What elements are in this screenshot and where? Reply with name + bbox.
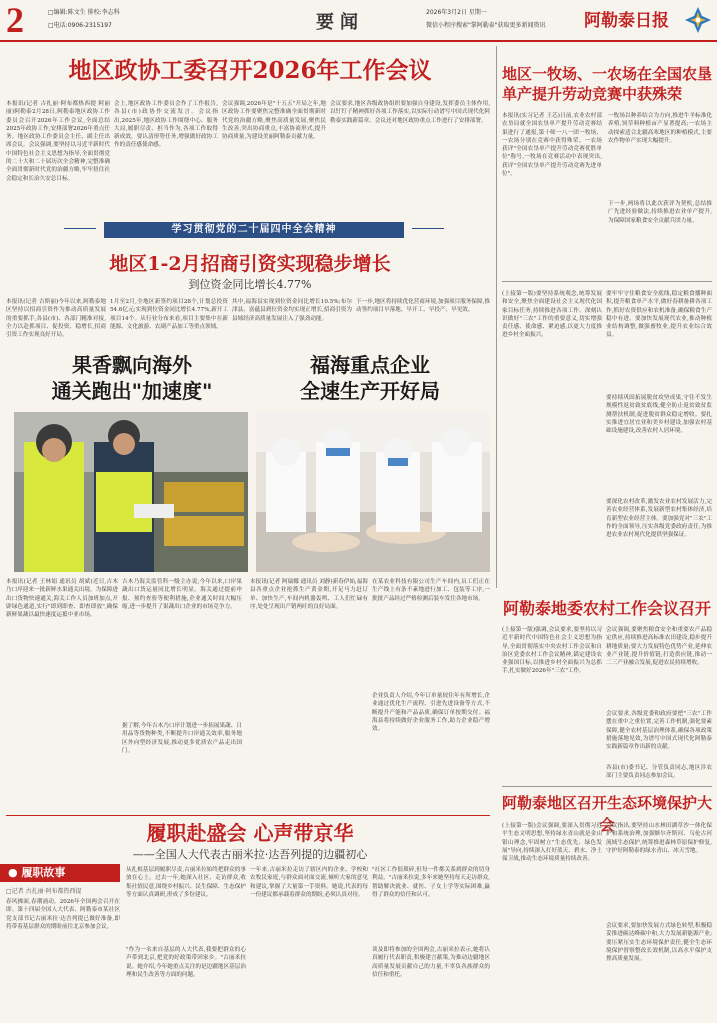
story-rule: [6, 815, 490, 816]
rural-body-3: 会议要求,各级党委和政府要把"三农"工作摆在重中之重位置,完善工作机制,强化要素保障,健全农村基层治理体系,确保各项政策措施落地见效,为谱写中国式现代化阿勒泰实践新篇章作出新的贡献。: [606, 711, 712, 751]
masthead: [0, 0, 717, 42]
wechat-line: 微信小程序搜索"掌阿勒泰"获取更多新闻资讯: [426, 22, 546, 29]
lead-body-1: 本报讯(记者 古扎丽·阿布都热西提 阿丽丽)阿勒泰2月28日,阿勒泰地区政协工作委员会召开2026年工作会议,全面总结2025年政协工作,安排部署2026年重点任务。地区政协工作委员会主任、副主任出席会议。会议强调,要坚持以习近平新时代中国特色社会主义思想为指导,全面贯彻党的二十大和二十届历次全会精神,完整准确全面贯彻新时代党的治疆方略,牢牢扭住社会稳定和长治久安总目标。: [6, 101, 110, 182]
section-title: 要闻: [316, 12, 364, 33]
eco-body-3: 会议要求,要加快发展方式绿色转型,积极稳妥推进碳达峰碳中和,大力发展新能源产业;要压紧压实生态环境保护责任,健全生态环境保护督察整改长效机制,以高水平保护支撑高质量发展。: [606, 923, 712, 963]
fuhai-title-line-2: 全速生产开好局: [300, 379, 440, 403]
invest-title: 地区1-2月招商引资实现稳步增长: [109, 253, 391, 275]
lead-body-3: 会议强调,2026年是"十五五"开局之年,地区政协工作要聚焦完整准确全面贯彻新时代党的治疆方略,聚焦高质量发展,聚焦民生改善,突出协商重点,丰富协商形式,提升协商质量,为建设美丽阿勒泰贡献力量。: [222, 101, 326, 141]
story-byline: □记者 古扎丽·阿布都热西提: [6, 888, 82, 895]
story-tag-icon: ●: [8, 866, 22, 879]
date-line: 2026年3月2日 星期一: [426, 9, 487, 16]
story-tag: [0, 864, 120, 882]
fruit-body-2: 吉木乃海关监管科一级主办说,今年以来,口岸果蔬出口货运量同比增长明显。海关通过提前申报、预约查验等便利措施,企业通关时间大幅压缩,进一步提升了果蔬出口企业的市场竞争力。: [122, 579, 242, 610]
invest-body-2: 1月至2月,全地区新签约项目28个,计划总投资54.6亿元;实现到位资金同比增长4.77%,新开工项目14个。从行业分布来看,项目主要集中在新能源、文化旅游、农副产品加工等重点领域。: [110, 299, 228, 330]
invest-body-3: 其中,福海县实现到位资金同比增长10.5%;布尔津县、富蕴县到位资金均实现正增长,招商引资为县域经济高质量发展注入了强劲动能。: [232, 299, 352, 322]
story-body-3: 从扎根基层到履职尽责,古丽米拉始终把群众的事放在心上。过去一年,她深入社区、走访群众,收集社情民意,围绕乡村振兴、民生保障、生态保护等方面认真调研,形成了多份建议。: [126, 867, 246, 898]
lead-title: 地区政协工委召开2026年工作会议: [68, 57, 432, 84]
theme-banner: 学习贯彻党的二十届四中全会精神: [104, 222, 404, 238]
story-body-6: "社区工作很琐碎,但每一件都关系到群众的切身利益。"古丽米拉说,多年来她坚持每天走访群众,帮助解决就业、就医、子女上学等实际困难,赢得了群众的信任和认可。: [372, 867, 490, 898]
lead-body-2: 会上,地区政协工作委员会作了工作报告,各县(市)政协作交流发言。会议指出,2025年,地区政协工作围绕中心、服务大局,履职尽责、担当作为,各项工作取得新成效。要认清形势任务,增强做好政协工作的责任感使命感。: [114, 101, 218, 149]
story-body-4: "作为一名来自基层的人大代表,我要把群众的心声带到北京,把党的好政策带回家乡。"古丽米拉说。她介绍,今年她重点关注的是边疆地区基层治理和民生改善等方面的问题。: [126, 947, 246, 978]
date-info: [426, 6, 546, 32]
rural-title: 阿勒泰地委农村工作会议召开: [502, 599, 711, 618]
fruit-body-1: 本报讯(记者 王林娟 通讯员 胡斌)近日,吉木乃口岸迎来一批新鲜水果通关出境。为保障进出口货物快速通关,海关工作人员加班加点,开辟绿色通道,实行"即到即查、即查即放",确保新鲜果蔬以最快速度运抵中亚市场。: [6, 579, 118, 619]
fruit-title-line-2: 通关跑出"加速度": [51, 379, 213, 403]
column-divider: [496, 46, 497, 588]
brand-logo: 阿勒泰日报: [584, 11, 669, 31]
story-subtitle: ——全国人大代表古丽米拉·达吾列提的边疆初心: [132, 848, 368, 861]
fuhai-title: [258, 352, 482, 404]
rural-body-1: (上接第一版)强调,会议要求,要坚持以习近平新时代中国特色社会主义思想为指导,全面贯彻落实中央农村工作会议和自治区党委农村工作会议精神,锚定建设农业强国目标,以推进乡村全面振兴为总抓手,扎实做好2026年"三农"工作。: [502, 627, 602, 675]
invest-body-1: 本报讯(记者 吉斯丽)今年以来,阿勒泰地区坚持以招商引资作为推动高质量发展的重要抓手,各县(市)、各部门精准对接,全力以赴抓项目、促投资、稳增长,招商引资工作实现良好开局。: [6, 299, 106, 339]
story-title: 履职赴盛会 心声带京华: [146, 821, 354, 845]
rural-rule: [502, 786, 712, 787]
brand-emblem-icon: [684, 6, 712, 34]
fuhai-body-3: 企业负责人介绍,今年订单量较往年有所增长,企业通过优化生产流程、引进先进设备等方式,不断提升产能和产品品质,确保订单按期交付。福海县将持续做好企业服务工作,助力企业稳产增效。: [372, 693, 490, 733]
lead-body-4: 会议要求,地区各级政协组织要加强自身建设,发挥委员主体作用,以钉钉子精神抓好各项工作落实,以实际行动谱写中国式现代化阿勒泰实践新篇章。会议还对地区政协重点工作进行了安排部署。: [330, 101, 490, 124]
side-rule: [502, 281, 712, 282]
editor-info: [48, 6, 120, 32]
invest-subtitle: 到位资金同比增长4.77%: [188, 278, 312, 291]
phone-line: □电话:0906-2315197: [48, 22, 112, 29]
factory-photo: [256, 412, 490, 572]
right-body-2: 要牢牢守住粮食安全底线,稳定粮食播种面积,提升粮食单产水平,做好春耕备耕各项工作,抓好农资供应和农机准备,确保粮食生产稳中有进。要加快发展现代农业,推动种植业结构调整,做强畜牧业,提升农业综合效益。: [606, 291, 712, 339]
right-body-3: 要持续巩固拓展脱贫攻坚成果,守住不发生规模性返贫致贫底线,健全防止返贫致贫监测帮扶机制,促进脱贫群众稳定增收。要扎实推进宜居宜业和美乡村建设,加强农村基础设施建设,改善农村人居环境。: [606, 395, 712, 435]
side-top-body-1: 本报讯(实习记者 王芯)日前,农业农村部农垦局就全国农垦单产提升劳动竞赛结果进行了通报,第十师一八一团一牧场、一农场分别在竞赛中获得殊荣。一农场获评"全国农垦单产提升劳动竞赛优胜单位"称号,一牧场在竞赛活动中表现突出,获评"全国农垦单产提升劳动竞赛先进单位"。: [502, 113, 602, 178]
story-body-7: 谈及即将参加的全国两会,古丽米拉表示,她将认真履行代表职责,积极建言献策,为推动边疆地区高质量发展贡献自己的力量,不辜负各族群众的信任和重托。: [372, 947, 490, 978]
right-body-4: 要深化农村改革,激发农业农村发展活力,完善农业经营体系,发展新型农村集体经济,培育新型农业经营主体。要加强党对"三农"工作的全面领导,压实各级党委政府责任,为推进农业农村现代化提供坚强保证。: [606, 499, 712, 539]
page-number: 2: [6, 0, 24, 40]
story-tag-text: 履职故事: [21, 866, 66, 879]
fuhai-title-line-1: 福海重点企业: [310, 353, 430, 377]
fruit-title: [20, 352, 244, 404]
editor-line: □编辑:陈文生 排校:李志科: [48, 9, 120, 16]
eco-title: 阿勒泰地区召开生态环境保护大会: [502, 794, 712, 834]
side-top-body-3: 下一步,两场将以此次获评为契机,总结推广先进经验做法,持续推进农业单产提升,为保障国家粮食安全贡献兵团力量。: [608, 201, 712, 224]
fuhai-body-1: 本报讯(记者 阿瑞娜 通讯员 刘静)新春伊始,福海县各重点企业抢抓生产黄金期,开足马力赶订单、加快生产,车间内机器轰鸣、工人们忙碌有序,处处呈现出产销两旺的良好局面。: [250, 579, 368, 610]
invest-body-4: 下一步,地区将持续优化营商环境,加强项目服务保障,推动签约项目早落地、早开工、早投产、早见效。: [356, 299, 490, 314]
rural-body-2: 会议强调,要聚焦粮食安全和重要农产品稳定供应,持续推进高标准农田建设,稳步提升耕地质量;要大力发展特色优势产业,延伸农业产业链,提升价值链,打造供应链,推动一二三产业融合发展,促进农民持续增收。: [606, 627, 712, 667]
fuhai-body-2: 在某农业科技有限公司生产车间内,员工们正在生产线上有条不紊地进行加工、包装等工序,一批批产品经过严格检测后装车发往各地市场。: [372, 579, 490, 602]
rural-body-4: 各县(市)委书记、分管负责同志,地区涉农部门主要负责同志参加会议。: [606, 765, 712, 780]
story-body-2: 春风拂面,春潮涌动。2026年全国两会召开在即。第十四届全国人大代表、阿勒泰市某社区党支部书记古丽米拉·达吾列提已做好准备,即将带着基层群众的期盼前往北京参加会议。: [6, 899, 120, 930]
customs-photo: [14, 412, 248, 572]
side-top-title: 地区一牧场、一农场在全国农垦单产提升劳动竞赛中获殊荣: [502, 65, 712, 103]
fruit-body-3: 据了解,今年吉木乃口岸计划进一步拓展果蔬、日用品等货物种类,不断提升口岸通关效率,服务地区外向型经济发展,推动更多优质农产品走出国门。: [122, 723, 242, 754]
right-body-1: (上接第一版)要坚持系统观念,统筹发展和安全,聚焦全面建设社会主义现代化国家目标任务,持续推进各项工作。深刻认识做好"三农"工作的重要意义,切实增强责任感、使命感、紧迫感,以更大力度推进乡村全面振兴。: [502, 291, 602, 339]
side-top-body-2: 一牧场以种养结合为方向,推进牛羊标准化养殖,饲草料种植亩产显著提高;一农场主动探索适合北疆高寒地区的种植模式,主要农作物单产实现大幅提升。: [608, 113, 712, 144]
fruit-title-line-1: 果香飘向海外: [72, 353, 192, 377]
eco-body-1: (上接第一版)会议强调,要深入贯彻习近平生态文明思想,坚持绿水青山就是金山银山理念,牢固树立"生态优先、绿色发展"导向,持续深入打好蓝天、碧水、净土保卫战,推动生态环境质量持续改善。: [502, 823, 602, 863]
eco-body-2: 会议指出,要坚持山水林田湖草沙一体化保护和系统治理,加强额尔齐斯河、乌伦古河流域生态保护,统筹推进森林草原保护修复,守护好阿勒泰的绿水青山、冰天雪地。: [606, 823, 712, 854]
story-body-5: 一年来,古丽米拉走访了辖区内的企业、学校和农牧民家庭,与群众面对面交流,倾听大家的意见和建议,掌握了大量第一手资料。她说,代表的每一份建议都承载着群众的期盼,必须认真对待。: [250, 867, 368, 898]
